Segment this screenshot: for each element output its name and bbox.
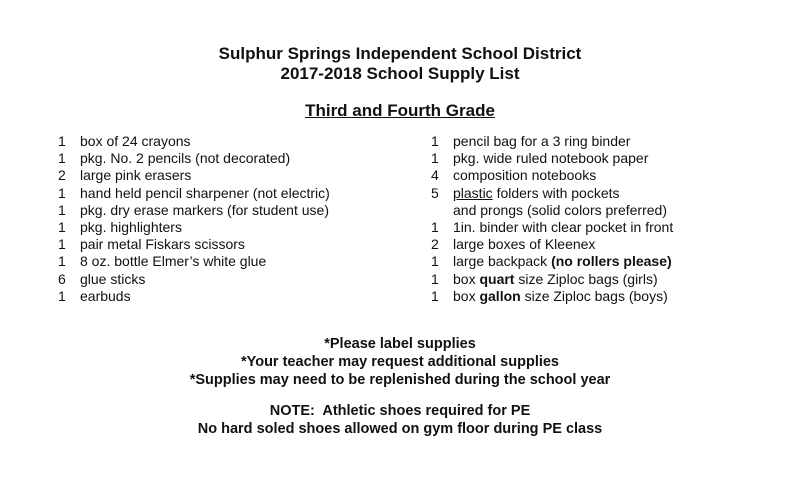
notes-block bbox=[0, 335, 800, 389]
note-label-supplies: *Please label supplies bbox=[324, 336, 476, 352]
item-quantity: 1 bbox=[58, 287, 66, 304]
item-quantity: 1 bbox=[58, 201, 66, 218]
item-quantity: 1 bbox=[431, 150, 439, 167]
item-text-rest: folders with pockets bbox=[492, 184, 620, 201]
note-teacher-request: *Your teacher may request additional supplies bbox=[240, 354, 560, 370]
item-quantity: 1 bbox=[431, 287, 439, 304]
item-quantity: 2 bbox=[431, 236, 439, 253]
list-item bbox=[58, 236, 398, 253]
list-item bbox=[58, 219, 398, 236]
item-text-bold: (no rollers please) bbox=[551, 253, 672, 270]
list-item bbox=[431, 288, 761, 305]
list-item bbox=[431, 271, 761, 288]
item-quantity: 1 bbox=[58, 184, 66, 201]
left-supply-column bbox=[58, 133, 398, 305]
list-item bbox=[58, 167, 398, 184]
item-text-underlined: plastic bbox=[453, 184, 493, 201]
item-text: glue sticks bbox=[80, 270, 146, 287]
item-quantity: 1 bbox=[58, 236, 66, 253]
item-text: pkg. wide ruled notebook paper bbox=[453, 150, 649, 167]
item-text-bold: gallon bbox=[479, 287, 521, 304]
item-quantity: 4 bbox=[431, 167, 439, 184]
item-quantity: 1 bbox=[58, 253, 66, 270]
list-item-continuation bbox=[431, 202, 761, 219]
item-text: 8 oz. bottle Elmer’s white glue bbox=[80, 253, 267, 270]
list-item bbox=[431, 236, 761, 253]
item-text: earbuds bbox=[80, 287, 131, 304]
item-quantity: 6 bbox=[58, 270, 66, 287]
item-quantity: 1 bbox=[431, 253, 439, 270]
note-gym-floor: No hard soled shoes allowed on gym floor during PE class bbox=[197, 421, 603, 437]
pe-note-block bbox=[0, 402, 800, 438]
item-quantity: 1 bbox=[58, 133, 66, 149]
item-text: hand held pencil sharpener (not electric) bbox=[80, 184, 330, 201]
item-text: pkg. dry erase markers (for student use) bbox=[80, 201, 329, 218]
item-text: pkg. highlighters bbox=[80, 218, 182, 235]
item-quantity: 1 bbox=[431, 270, 439, 287]
list-item bbox=[431, 219, 761, 236]
item-text: and prongs (solid colors preferred) bbox=[453, 201, 667, 218]
list-item bbox=[58, 271, 398, 288]
item-quantity: 1 bbox=[58, 150, 66, 167]
item-text-pre: box bbox=[453, 270, 480, 287]
list-item bbox=[58, 185, 398, 202]
item-quantity: 1 bbox=[431, 133, 439, 149]
right-supply-column bbox=[431, 133, 761, 305]
item-text bbox=[453, 253, 672, 270]
list-item bbox=[431, 150, 761, 167]
list-item bbox=[431, 185, 761, 202]
item-text: large boxes of Kleenex bbox=[453, 236, 596, 253]
note-replenish: *Supplies may need to be replenished during the school year bbox=[189, 372, 611, 388]
item-text: pkg. No. 2 pencils (not decorated) bbox=[80, 150, 291, 167]
list-item bbox=[431, 167, 761, 184]
item-text: pair metal Fiskars scissors bbox=[80, 236, 245, 253]
list-item bbox=[58, 133, 398, 150]
item-text-pre: box bbox=[453, 287, 480, 304]
item-text: pencil bag for a 3 ring binder bbox=[453, 133, 631, 149]
item-text-post: size Ziploc bags (boys) bbox=[520, 287, 668, 304]
item-text-bold: quart bbox=[479, 270, 515, 287]
item-quantity: 5 bbox=[431, 184, 439, 201]
list-item bbox=[58, 288, 398, 305]
list-item bbox=[58, 150, 398, 167]
item-text: composition notebooks bbox=[453, 167, 597, 184]
item-text: 1in. binder with clear pocket in front bbox=[453, 218, 674, 235]
item-text bbox=[453, 271, 658, 288]
list-title: 2017-2018 School Supply List bbox=[280, 64, 520, 83]
list-item bbox=[431, 133, 761, 150]
item-text: box of 24 crayons bbox=[80, 133, 191, 149]
item-quantity: 2 bbox=[58, 167, 66, 184]
item-quantity: 1 bbox=[431, 218, 439, 235]
district-title: Sulphur Springs Independent School District bbox=[218, 44, 582, 63]
grade-heading: Third and Fourth Grade bbox=[305, 101, 495, 120]
item-text: large pink erasers bbox=[80, 167, 192, 184]
list-item bbox=[58, 202, 398, 219]
item-quantity: 1 bbox=[58, 218, 66, 235]
item-text-pre: large backpack bbox=[453, 253, 552, 270]
item-text-post: size Ziploc bags (girls) bbox=[514, 270, 658, 287]
note-athletic-shoes: NOTE: Athletic shoes required for PE bbox=[269, 403, 531, 419]
list-item bbox=[431, 253, 761, 270]
item-text bbox=[453, 288, 668, 305]
item-text bbox=[453, 185, 620, 202]
list-item bbox=[58, 253, 398, 270]
